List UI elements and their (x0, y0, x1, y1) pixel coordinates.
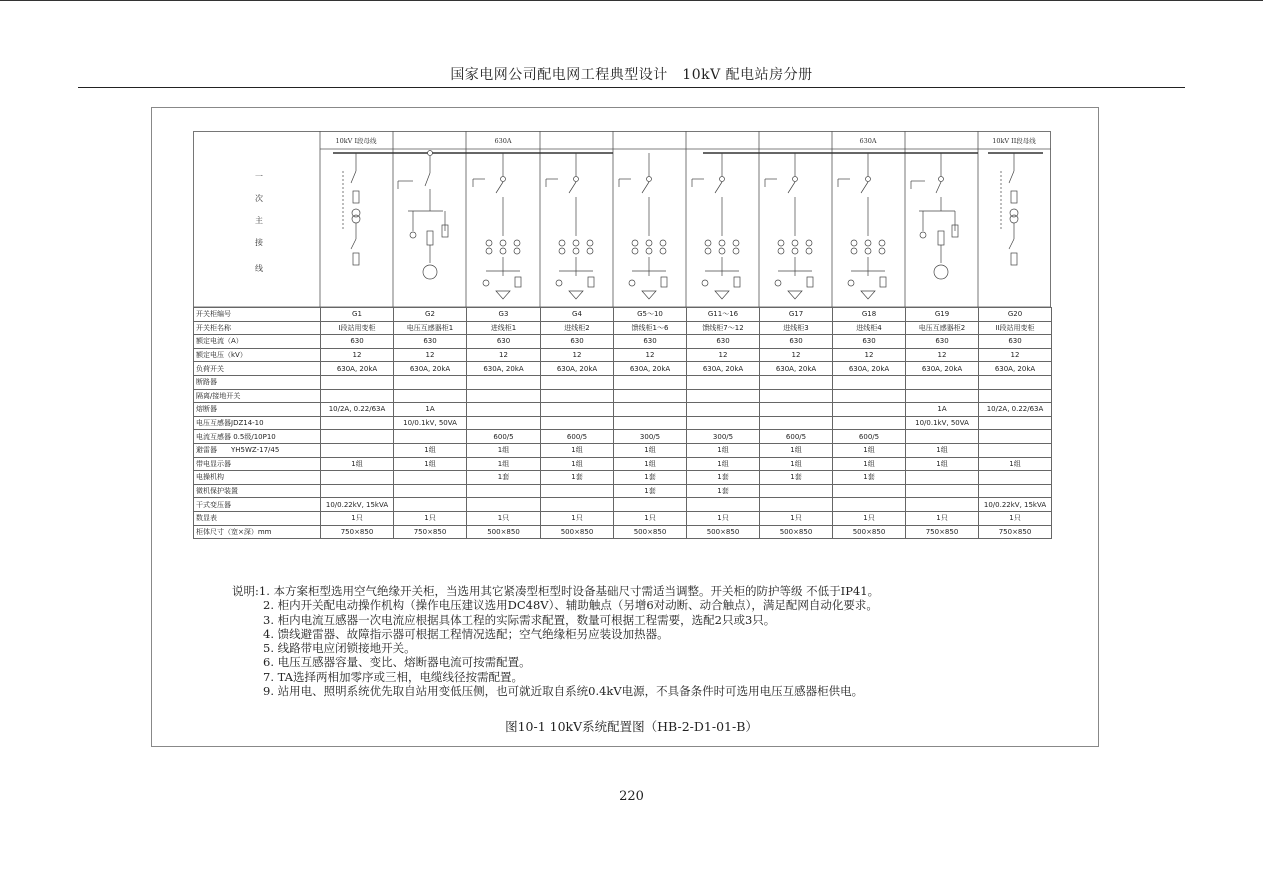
table-cell (321, 389, 394, 403)
table-cell: G11～16 (687, 308, 760, 322)
table-cell: 12 (833, 348, 906, 362)
system-configuration-sheet (193, 131, 1051, 557)
row-label: 隔离/接地开关 (194, 389, 321, 403)
table-cell: 500×850 (467, 525, 541, 539)
table-cell: 1组 (467, 457, 541, 471)
table-cell (467, 403, 541, 417)
table-cell: 12 (687, 348, 760, 362)
table-row (194, 484, 1052, 498)
row-label: 电流互感器 0.5级/10P10 (194, 430, 321, 444)
table-cell: 1套 (687, 484, 760, 498)
table-row (194, 430, 1052, 444)
table-cell: 1只 (541, 511, 614, 525)
table-cell: 1组 (979, 457, 1052, 471)
busbar-label-630a-left: 630A (494, 137, 512, 145)
table-cell: 电压互感器柜1 (394, 321, 467, 335)
table-cell (906, 375, 979, 389)
figure-caption: 图10-1 10kV系统配置图（HB-2-D1-01-B） (505, 719, 758, 734)
table-row (194, 375, 1052, 389)
note-line: 3. 柜内电流互感器一次电流应根据具体工程的实际需求配置，数量可根据工程需要，选配2只或3只。 (263, 612, 776, 627)
table-cell: 1只 (687, 511, 760, 525)
table-cell: 1组 (541, 443, 614, 457)
table-cell: 630A, 20kA (833, 362, 906, 376)
table-cell: 1组 (906, 443, 979, 457)
g4-circuit (546, 153, 594, 299)
table-cell: 300/5 (614, 430, 687, 444)
g19-circuit (911, 153, 958, 279)
table-cell: 600/5 (541, 430, 614, 444)
table-cell (321, 416, 394, 430)
table-cell: 1只 (760, 511, 833, 525)
row-label: 开关柜编号 (194, 308, 321, 322)
table-cell: G2 (394, 308, 467, 322)
table-cell (321, 430, 394, 444)
table-cell: 1组 (760, 457, 833, 471)
row-label-char-2: 次 (255, 194, 263, 203)
row-label: 避雷器 YH5WZ-17/45 (194, 443, 321, 457)
row-label: 额定电流（A） (194, 335, 321, 349)
table-cell: G4 (541, 308, 614, 322)
table-cell (394, 430, 467, 444)
table-cell: 1套 (541, 471, 614, 485)
table-cell: 630A, 20kA (321, 362, 394, 376)
table-cell (833, 375, 906, 389)
table-cell: 12 (467, 348, 541, 362)
table-cell (906, 471, 979, 485)
table-cell (541, 375, 614, 389)
row-label: 额定电压（kV） (194, 348, 321, 362)
table-cell (979, 430, 1052, 444)
table-cell: G19 (906, 308, 979, 322)
table-cell (906, 389, 979, 403)
table-cell: 12 (979, 348, 1052, 362)
table-cell (906, 498, 979, 512)
table-row (194, 321, 1052, 335)
table-cell: 500×850 (687, 525, 760, 539)
table-cell: G17 (760, 308, 833, 322)
table-cell (614, 403, 687, 417)
note-line: 6. 电压互感器容量、变比、熔断器电流可按需配置。 (263, 655, 531, 670)
table-cell (614, 389, 687, 403)
table-cell (614, 375, 687, 389)
table-cell: 1套 (614, 471, 687, 485)
diagram-border (194, 132, 1051, 308)
table-cell: 1只 (321, 511, 394, 525)
table-cell: 进线柜2 (541, 321, 614, 335)
table-cell (394, 484, 467, 498)
row-label: 干式变压器 (194, 498, 321, 512)
table-cell: 1组 (321, 457, 394, 471)
table-cell: 10/0.1kV, 50VA (394, 416, 467, 430)
table-cell: 750×850 (906, 525, 979, 539)
table-row (194, 335, 1052, 349)
table-row (194, 403, 1052, 417)
table-cell: 500×850 (833, 525, 906, 539)
table-cell: 630 (467, 335, 541, 349)
table-cell (687, 416, 760, 430)
row-label: 柜体尺寸（宽×深）mm (194, 525, 321, 539)
table-cell (541, 389, 614, 403)
row-label: 电压互感器JDZ14-10 (194, 416, 321, 430)
table-cell (467, 389, 541, 403)
table-cell: 1组 (687, 457, 760, 471)
table-cell: G3 (467, 308, 541, 322)
note-line: 2. 柜内开关配电动操作机构（操作电压建议选用DC48V）、辅助触点（另增6对动断、动合触点），满足配网自动化要求。 (263, 598, 878, 613)
table-cell: 630 (614, 335, 687, 349)
table-cell: 600/5 (833, 430, 906, 444)
table-cell: 750×850 (321, 525, 394, 539)
table-cell: 750×850 (979, 525, 1052, 539)
table-cell: 630 (833, 335, 906, 349)
page-header-title: 国家电网公司配电网工程典型设计 10kV 配电站房分册 (450, 67, 813, 83)
table-cell (979, 416, 1052, 430)
table-cell: 1A (906, 403, 979, 417)
table-cell (394, 471, 467, 485)
table-cell: 630A, 20kA (979, 362, 1052, 376)
table-cell (760, 484, 833, 498)
table-cell: G18 (833, 308, 906, 322)
table-cell: 馈线柜1～6 (614, 321, 687, 335)
table-cell: 12 (321, 348, 394, 362)
table-cell: 进线柜1 (467, 321, 541, 335)
g1-circuit (343, 153, 360, 265)
table-cell: 1只 (979, 511, 1052, 525)
row-label-char-3: 主 (255, 216, 263, 225)
row-label-char-5: 线 (255, 264, 263, 273)
table-cell (321, 443, 394, 457)
note-line: 4. 馈线避雷器、故障指示器可根据工程情况选配；空气绝缘柜另应装设加热器。 (263, 626, 669, 641)
table-cell (760, 416, 833, 430)
table-cell: II段站用变柜 (979, 321, 1052, 335)
table-cell (833, 403, 906, 417)
table-cell: 10/0.22kV, 15kVA (979, 498, 1052, 512)
table-cell: 1只 (394, 511, 467, 525)
table-cell: 600/5 (467, 430, 541, 444)
table-row (194, 457, 1052, 471)
table-cell: 630 (321, 335, 394, 349)
table-cell: 1组 (394, 457, 467, 471)
table-cell: 1套 (467, 471, 541, 485)
table-cell: 1组 (760, 443, 833, 457)
g18-circuit (838, 153, 886, 299)
table-cell: 1只 (906, 511, 979, 525)
table-cell (906, 484, 979, 498)
table-cell: 750×850 (394, 525, 467, 539)
row-label: 断路器 (194, 375, 321, 389)
table-row (194, 308, 1052, 322)
table-cell: 1只 (614, 511, 687, 525)
table-row (194, 348, 1052, 362)
table-cell: 1套 (760, 471, 833, 485)
table-cell (321, 375, 394, 389)
note-line: 7. TA选择两相加零序或三相，电缆线径按需配置。 (263, 669, 523, 684)
table-cell (833, 416, 906, 430)
row-label: 微机保护装置 (194, 484, 321, 498)
table-cell: 630A, 20kA (541, 362, 614, 376)
table-row (194, 471, 1052, 485)
table-cell: G20 (979, 308, 1052, 322)
table-cell (467, 498, 541, 512)
table-cell (979, 471, 1052, 485)
top-border-line (0, 0, 1263, 1)
table-cell: 1组 (833, 443, 906, 457)
table-cell: 1只 (467, 511, 541, 525)
table-cell: 630A, 20kA (906, 362, 979, 376)
table-cell: 630A, 20kA (760, 362, 833, 376)
note-line: 9. 站用电、照明系统优先取自站用变低压侧，也可就近取自系统0.4kV电源，不具备条件时可选用电压互感器柜供电。 (263, 684, 864, 699)
single-line-diagram (193, 131, 1051, 307)
table-cell (541, 498, 614, 512)
table-cell (467, 484, 541, 498)
busbar-label-630a-right: 630A (859, 137, 877, 145)
table-cell (687, 498, 760, 512)
table-cell: 500×850 (760, 525, 833, 539)
row-label-char-4: 接 (255, 238, 263, 247)
equipment-parameter-table (193, 307, 1052, 539)
table-cell (979, 443, 1052, 457)
table-cell (760, 389, 833, 403)
row-label: 开关柜名称 (194, 321, 321, 335)
g3-circuit (473, 153, 521, 299)
g11-circuit (692, 153, 740, 299)
table-cell: 10/0.1kV, 50VA (906, 416, 979, 430)
table-cell: 1A (394, 403, 467, 417)
table-cell: 10/2A, 0.22/63A (979, 403, 1052, 417)
row-label-char-1: 一 (255, 172, 263, 181)
table-row (194, 498, 1052, 512)
table-cell (687, 375, 760, 389)
table-row (194, 389, 1052, 403)
table-cell: 500×850 (541, 525, 614, 539)
table-cell: 电压互感器柜2 (906, 321, 979, 335)
table-cell (541, 484, 614, 498)
table-cell: 1组 (687, 443, 760, 457)
table-row (194, 416, 1052, 430)
row-label: 负荷开关 (194, 362, 321, 376)
table-cell (687, 403, 760, 417)
table-cell: 630 (979, 335, 1052, 349)
table-cell: 300/5 (687, 430, 760, 444)
table-cell: 600/5 (760, 430, 833, 444)
table-cell: 1组 (906, 457, 979, 471)
table-cell: 630 (394, 335, 467, 349)
table-cell: 630A, 20kA (467, 362, 541, 376)
table-cell: G1 (321, 308, 394, 322)
note-line: 说明:1. 本方案柜型选用空气绝缘开关柜，当选用其它紧凑型柜型时设备基础尺寸需适当调整。开关柜的防护等级 不低于IP41。 (232, 584, 880, 598)
g2-circuit (398, 151, 448, 280)
page-number: 220 (619, 789, 644, 804)
table-cell: 12 (760, 348, 833, 362)
g20-circuit (1001, 153, 1018, 265)
table-cell (760, 375, 833, 389)
row-label: 带电显示器 (194, 457, 321, 471)
table-cell (906, 430, 979, 444)
table-cell: 630 (541, 335, 614, 349)
table-cell: 1组 (614, 457, 687, 471)
table-row (194, 525, 1052, 539)
g17-circuit (765, 153, 813, 299)
header-rule (78, 87, 1185, 88)
table-cell (760, 403, 833, 417)
busbar-label-right: 10kV II段母线 (992, 137, 1036, 145)
table-cell: 进线柜3 (760, 321, 833, 335)
table-cell (394, 389, 467, 403)
table-cell: 1组 (614, 443, 687, 457)
table-cell (394, 375, 467, 389)
table-cell: 1组 (467, 443, 541, 457)
table-cell: 630 (760, 335, 833, 349)
table-cell (833, 389, 906, 403)
table-cell: 10/0.22kV, 15kVA (321, 498, 394, 512)
table-cell: 12 (541, 348, 614, 362)
row-label: 电操机构 (194, 471, 321, 485)
table-cell (687, 389, 760, 403)
note-line: 5. 线路带电应闭锁接地开关。 (263, 641, 416, 656)
table-cell: 进线柜4 (833, 321, 906, 335)
table-cell (467, 375, 541, 389)
table-row (194, 443, 1052, 457)
table-cell: 馈线柜7～12 (687, 321, 760, 335)
table-cell (979, 389, 1052, 403)
row-label: 数显表 (194, 511, 321, 525)
table-cell (321, 484, 394, 498)
table-cell: 630 (687, 335, 760, 349)
table-cell: 630A, 20kA (687, 362, 760, 376)
table-cell: 12 (906, 348, 979, 362)
table-cell (833, 498, 906, 512)
table-cell: 1组 (541, 457, 614, 471)
table-cell (541, 403, 614, 417)
table-cell (614, 498, 687, 512)
row-label: 熔断器 (194, 403, 321, 417)
table-cell (979, 484, 1052, 498)
table-cell (321, 471, 394, 485)
busbar-label-left: 10kV I段母线 (335, 137, 377, 145)
table-cell (467, 416, 541, 430)
table-cell (979, 375, 1052, 389)
table-row (194, 362, 1052, 376)
table-cell: G5～10 (614, 308, 687, 322)
table-cell: 1套 (614, 484, 687, 498)
table-cell: 1组 (833, 457, 906, 471)
g5-circuit (619, 153, 667, 299)
table-cell: 10/2A, 0.22/63A (321, 403, 394, 417)
table-cell: 1组 (394, 443, 467, 457)
table-cell: 630A, 20kA (394, 362, 467, 376)
table-cell: 1套 (833, 471, 906, 485)
table-cell (614, 416, 687, 430)
table-cell (833, 484, 906, 498)
table-cell (394, 498, 467, 512)
table-cell: 1套 (687, 471, 760, 485)
table-cell: 630 (906, 335, 979, 349)
table-cell: 500×850 (614, 525, 687, 539)
table-cell: 1只 (833, 511, 906, 525)
table-cell: 630A, 20kA (614, 362, 687, 376)
table-cell: 12 (394, 348, 467, 362)
design-notes (232, 584, 879, 698)
table-cell (760, 498, 833, 512)
table-cell: I段站用变柜 (321, 321, 394, 335)
table-cell: 12 (614, 348, 687, 362)
table-row (194, 511, 1052, 525)
table-cell (541, 416, 614, 430)
